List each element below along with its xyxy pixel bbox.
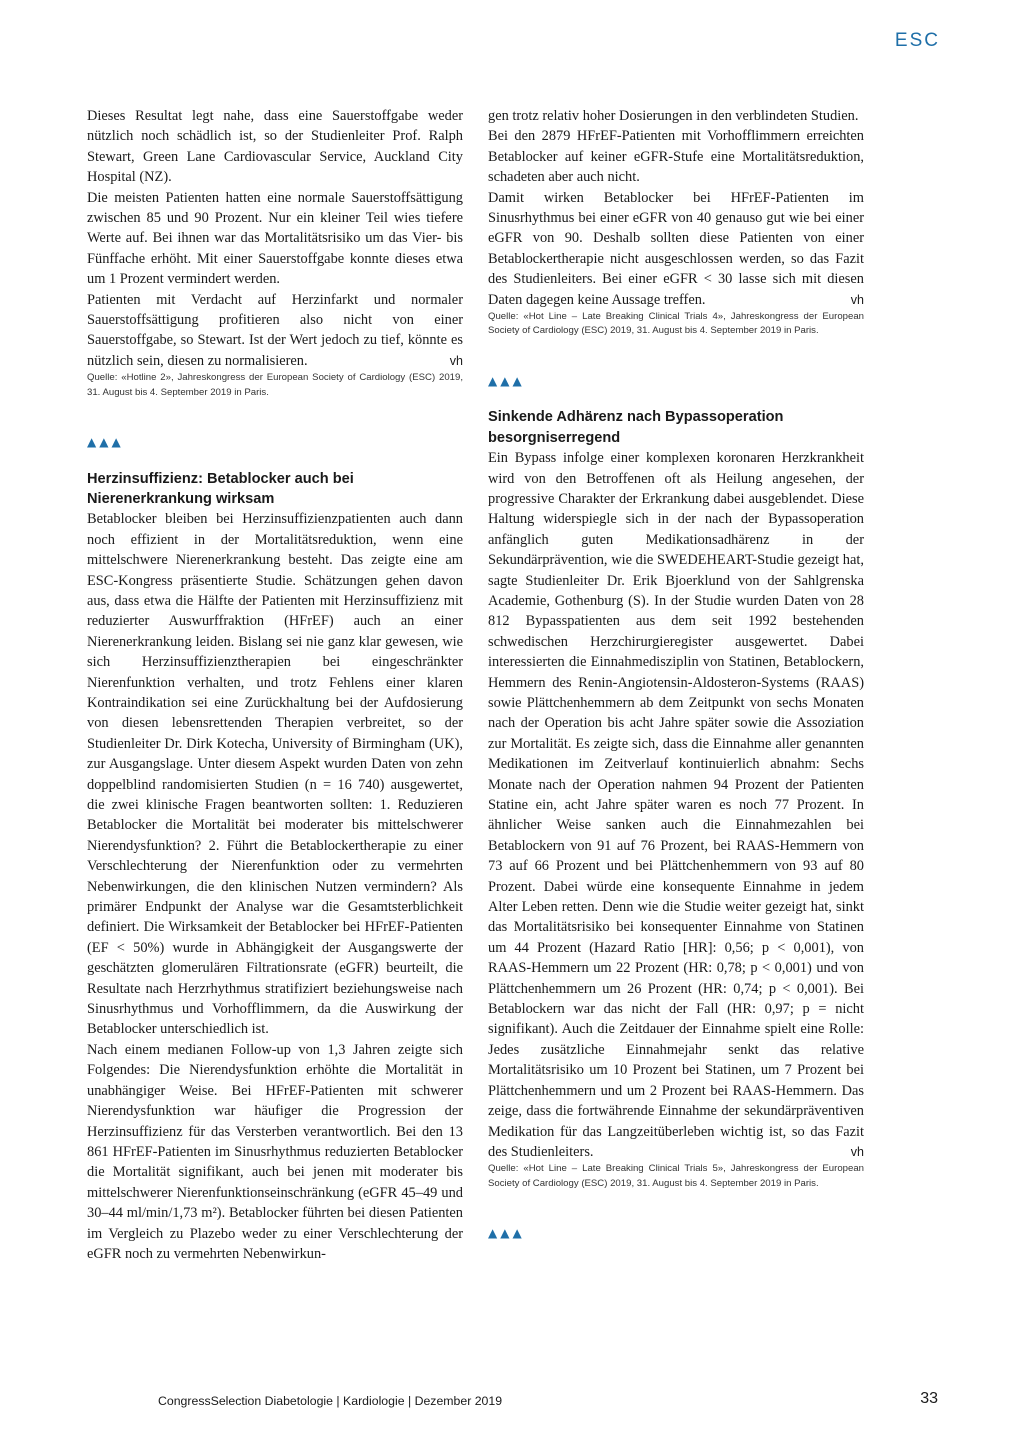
paragraph: Nach einem medianen Follow-up von 1,3 Jahren zeigte sich Folgendes: Die Nierendysfunktion erhöhte die Mortalität in unabhängiger Weise. Bei HFrEF-Patienten mit schwerer Nierendysfunktion war häufiger die Progression der Herzinsuffizienz für das Versterben verantwortlich. Bei den 13 861 HFrEF-Patienten im Sinusrhythmus reduzierten Betablocker die Mortalität signifikant, auch bei jenen mit moderater bis mittelschwerer Nierenfunktionseinschränkung (eGFR 45–49 und 30–44 ml/min/1,73 m²). Betablocker führten bei diesen Patienten im Vergleich zu Plazebo weder zu einer Verschlechterung der eGFR noch zu vermehrten Nebenwirkun- bbox=[87, 1041, 463, 1262]
section-divider-triangles: ▲▲▲ bbox=[488, 1226, 525, 1241]
paragraph bbox=[488, 188, 864, 310]
article-heading: Herzinsuffizienz: Betablocker auch bei Nierenerkrankung wirksam bbox=[87, 470, 354, 507]
paragraph: Betablocker bleiben bei Herzinsuffizienzpatienten auch dann noch effizient in der Mortalitätsreduktion, wenn eine mittelschwere Nierenerkrankung besteht. Das zeigte eine am ESC-Kongress präsentierte Studie. Schätzungen gehen davon aus, dass etwa die Hälfte der Patienten mit Herzinsuffizienz mit reduzierter Auswurffraktion (HFrEF) auch an einer Nierenerkrankung leiden. Bislang sei nie ganz klar gewesen, wie sich Herzinsuffizienztherapien bei eingeschränkter Nierenfunktion verhalten, und trotz Fehlens einer klaren Kontraindikation sei eine Zurückhaltung bei der Aufdosierung von diesen lebensrettenden Therapien verbreitet, so der Studienleiter Dr. Dirk Kotecha, University of Birmingham (UK), zur Ausgangslage. Unter diesem Aspekt wurden Daten von zehn doppelblind randomisierten Studien (n = 16 740) ausgewertet, die zwei klinische Fragen beantworten sollten: 1. Reduzieren Betablocker die Mortalität bei moderater bis mittelschwerer Nierendysfunktion? 2. Führt die Betablockertherapie zu einer Verschlechterung der Nierenfunktion oder zu vermehrten Nebenwirkungen, die den klinischen Nutzen vermindern? Als primärer Endpunkt der Analyse war die Gesamtsterblichkeit definiert. Die Wirksamkeit der Betablocker bei HFrEF-Patienten (EF < 50%) wurde in Abhängigkeit der Ausgangswerte der geschätzten glomerulären Filtrationsrate (eGFR) beurteilt, die Resultate nach Herzrhythmus stratifiziert beziehungsweise nach Sinusrhythmus und Vorhofflimmern, da die Auswirkung der Betablocker unterschiedlich ist. bbox=[87, 511, 463, 1038]
paragraph: gen trotz relativ hoher Dosierungen in den verblindeten Studien. bbox=[488, 108, 859, 124]
paragraph-text: Patienten mit Verdacht auf Herzinfarkt und normaler Sauerstoffsättigung profitieren also nicht von einer Sauerstoffgabe, so Stewart. Ist der Wert jedoch zu tief, könnte es nützlich sein, diesen zu normalisieren. bbox=[87, 291, 463, 369]
page-number: 33 bbox=[920, 1390, 938, 1407]
author-initials: vh bbox=[449, 353, 463, 368]
footer-publication: CongressSelection Diabetologie | Kardiologie | Dezember 2019 bbox=[158, 1394, 503, 1408]
paragraph-text: Damit wirken Betablocker bei HFrEF-Patienten im Sinusrhythmus bei einer eGFR von 40 genauso gut wie bei einer eGFR von 90. Deshalb sollten diese Patienten von einer Betablockertherapie nicht ausgeschlossen werden, so das Fazit des Studienleiters. Bei einer eGFR < 30 lasse sich mit diesen Daten dagegen keine Aussage treffen. bbox=[488, 189, 864, 308]
section-divider-triangles: ▲▲▲ bbox=[87, 435, 124, 450]
paragraph: Die meisten Patienten hatten eine normale Sauerstoffsättigung zwischen 85 und 90 Prozent. Nur ein kleiner Teil wies tiefere Werte auf. Bei ihnen war das Mortalitätsrisiko um das Vier- bis Fünffache erhöht. Mit einer Sauerstoffgabe konnte dieses etwa um 1 Prozent vermindert werden. bbox=[87, 189, 463, 288]
paragraph bbox=[488, 448, 864, 1162]
paragraph bbox=[87, 290, 463, 372]
article-heading: Sinkende Adhärenz nach Bypassoperation besorgniserregend bbox=[488, 409, 784, 446]
paragraph-text: Ein Bypass infolge einer komplexen koronaren Herzkrankheit wird von den Betroffenen oft als Heilung angesehen, der progressive Charakter der Erkrankung dabei ausgeblendet. Diese Haltung widerspiegle sich in der nach der Bypassoperation anfänglich guten Medikationsadhärenz in der Sekundärprävention, wie die SWEDEHEART-Studie gezeigt hat, sagte Studienleiter Dr. Erik Bjoerklund von der Sahlgrenska Academie, Gothenburg (S). In der Studie wurden Daten von 28 812 Bypasspatienten aus dem seit 1992 bestehenden schwedischen Herzchirurgieregister ausgewertet. Dabei interessierten die Einnahmedisziplin von Statinen, Betablockern, Hemmern des Renin-Angiotensin-Aldosteron-Systems (RAAS) sowie Plättchenhemmern ab dem Zeitpunkt von sechs Monaten nach der Operation bis acht Jahre später sowie die Assoziation zur Mortalität. Es zeigte sich, dass die Einnahme aller genannten Medikationen im Zeitverlauf kontinuierlich abnahm: Sechs Monate nach der Operation nahmen 94 Prozent der Patienten Statine ein, acht Jahre später waren es noch 77 Prozent. In ähnlicher Weise sanken auch die Einnahmezahlen bei Betablockern von 91 auf 76 Prozent, bei RAAS-Hemmern von 73 auf 66 Prozent und bei Plättchenhemmern von 93 auf 80 Prozent. Dabei würde eine konsequente Einnahme in jedem Alter Leben retten. Denn wie die Studie weiter gezeigt hat, sinkt das Mortalitätsrisiko bei konsequenter Einnahme von Statinen um 44 Prozent (Hazard Ratio [HR]: 0,56; p < 0,001), von RAAS-Hemmern um 22 Prozent (HR: 0,78; p < 0,001) und von Plättchenhemmern um 26 Prozent (HR: 0,74; p < 0,001). Bei Betablockern war das nicht der Fall (HR: 0,97; p = nicht signifikant). Auch die Zeitdauer der Einnahme spielt eine Rolle: Jedes zusätzliche Einnahmejahr senkt das relative Mortalitätsrisiko um 10 Prozent bei Statinen, um 7 Prozent bei Plättchenhemmern und um 2 Prozent bei RAAS-Hemmern. Das zeige, dass die fortwährende Einnahme der sekundärpräventiven Medikation für das Langzeitüberleben wichtig ist, so das Fazit des Studienleiters. bbox=[488, 450, 864, 1160]
paragraph: Bei den 2879 HFrEF-Patienten mit Vorhofflimmern erreichten Betablocker auf keiner eGFR-Stufe eine Mortalitätsreduktion, schadeten aber auch nicht. bbox=[488, 128, 864, 186]
source-note: Quelle: «Hot Line – Late Breaking Clinical Trials 5», Jahreskongress der European Society of Cardiology (ESC) 2019, 31. August bis 4. September 2019 in Paris. bbox=[488, 1163, 864, 1189]
right-column bbox=[488, 106, 864, 1260]
section-tag: ESC bbox=[894, 30, 940, 51]
source-note: Quelle: «Hotline 2», Jahreskongress der European Society of Cardiology (ESC) 2019, 31. August bis 4. September 2019 in Paris. bbox=[87, 372, 463, 398]
paragraph: Dieses Resultat legt nahe, dass eine Sauerstoffgabe weder nützlich noch schädlich ist, so der Studienleiter Prof. Ralph Stewart, Green Lane Cardiovascular Service, Auckland City Hospital (NZ). bbox=[87, 108, 463, 186]
author-initials: vh bbox=[850, 1144, 864, 1159]
section-divider-triangles: ▲▲▲ bbox=[488, 373, 525, 388]
left-column bbox=[87, 106, 463, 1264]
source-note: Quelle: «Hot Line – Late Breaking Clinical Trials 4», Jahreskongress der European Society of Cardiology (ESC) 2019, 31. August bis 4. September 2019 in Paris. bbox=[488, 311, 864, 337]
author-initials: vh bbox=[850, 292, 864, 307]
